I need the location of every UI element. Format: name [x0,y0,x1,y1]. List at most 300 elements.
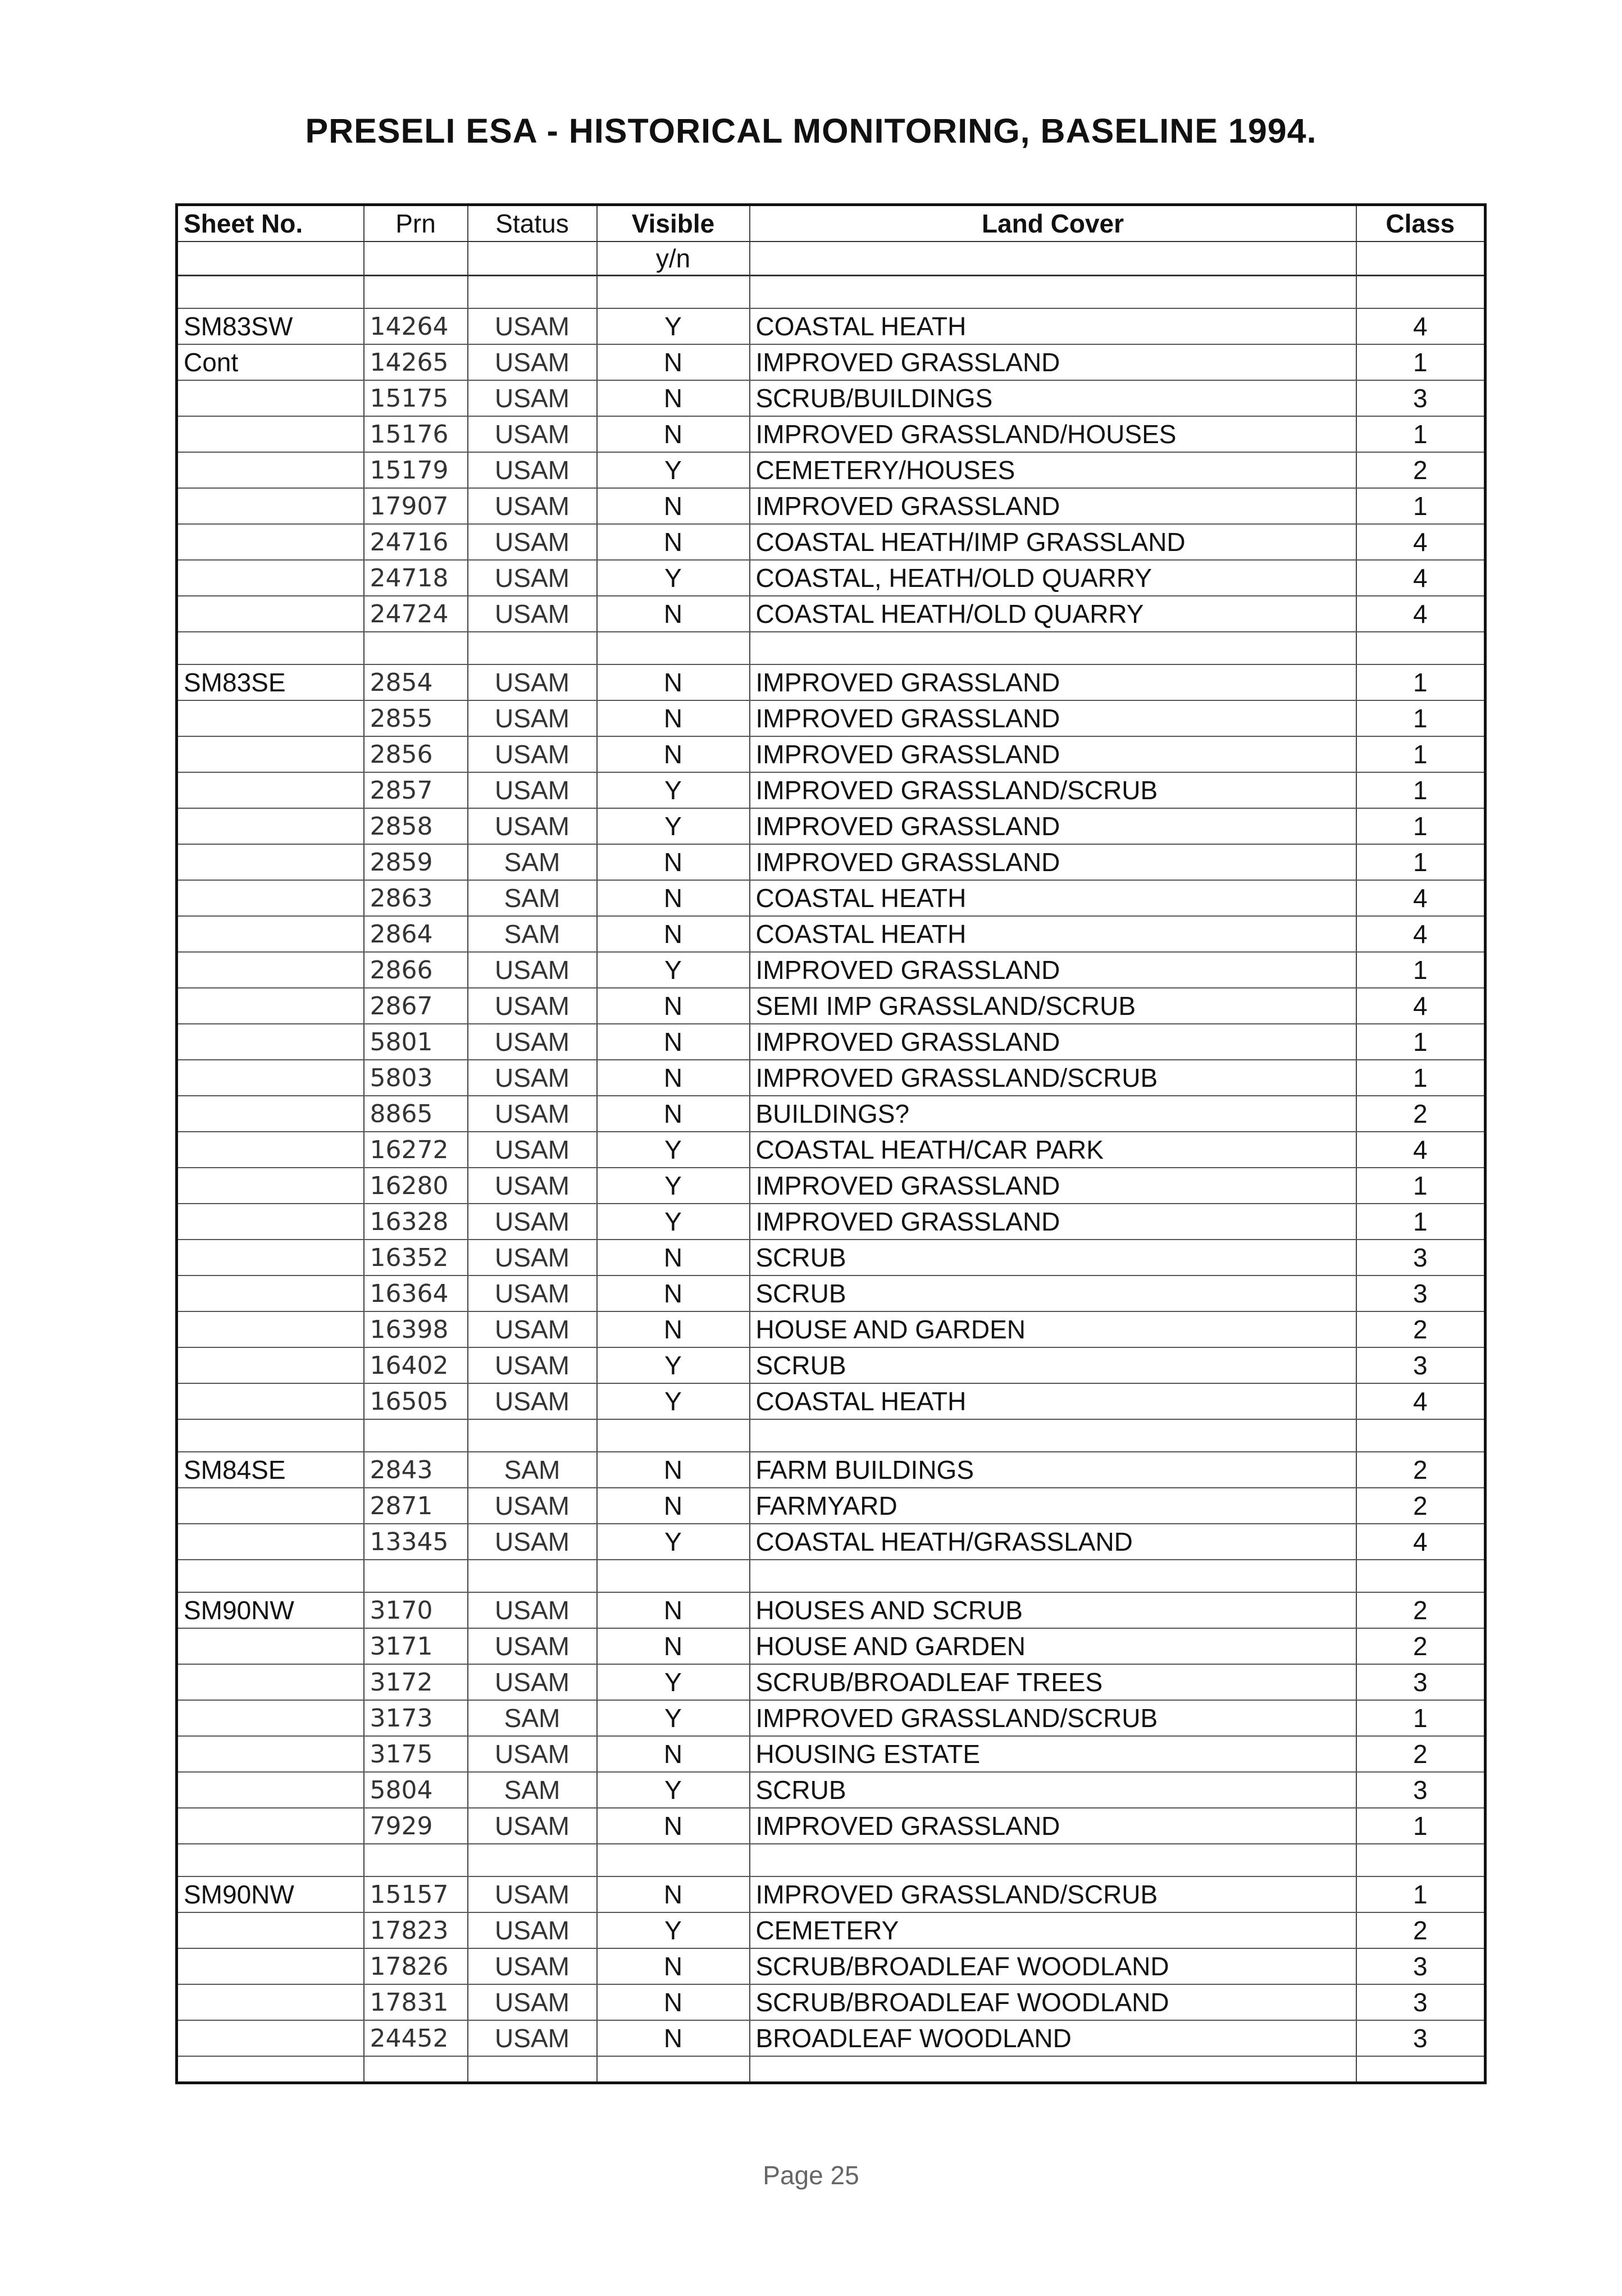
cell-prn: 13345 [364,1524,468,1560]
cell-class: 1 [1356,416,1486,452]
header-visible-sub: y/n [597,242,750,276]
monitoring-table [175,203,1487,2084]
table-row [177,1383,1486,1419]
cell-prn: 16352 [364,1240,468,1275]
cell-visible: N [597,1876,750,1912]
cell-land-cover: SCRUB [750,1347,1356,1383]
cell-class: 2 [1356,1628,1486,1664]
spacer-cell [468,2056,597,2083]
table-row [177,308,1486,344]
cell-status: USAM [468,560,597,596]
cell-class: 4 [1356,916,1486,952]
cell-land-cover: SCRUB [750,1772,1356,1808]
cell-prn: 2858 [364,808,468,844]
spacer-cell [177,1844,364,1876]
cell-status: USAM [468,1912,597,1948]
cell-prn: 2854 [364,664,468,700]
spacer-cell [1356,632,1486,664]
cell-status: SAM [468,916,597,952]
spacer-cell [364,1844,468,1876]
spacer-row [177,276,1486,309]
cell-prn: 3173 [364,1700,468,1736]
cell-prn: 5804 [364,1772,468,1808]
table-row [177,1452,1486,1488]
cell-prn: 24724 [364,596,468,632]
cell-status: USAM [468,1347,597,1383]
cell-land-cover: COASTAL HEATH [750,916,1356,952]
header-row [177,205,1486,242]
cell-sheet [177,1736,364,1772]
cell-sheet [177,1772,364,1808]
spacer-cell [364,2056,468,2083]
table-row [177,1024,1486,1060]
cell-land-cover: COASTAL HEATH/OLD QUARRY [750,596,1356,632]
cell-visible: Y [597,560,750,596]
cell-visible: Y [597,772,750,808]
cell-visible: N [597,1808,750,1844]
cell-prn: 2864 [364,916,468,952]
cell-prn: 17823 [364,1912,468,1948]
cell-prn: 24718 [364,560,468,596]
cell-sheet [177,880,364,916]
header-sheet: Sheet No. [177,205,364,242]
cell-prn: 14265 [364,344,468,380]
cell-visible: Y [597,1524,750,1560]
header-class: Class [1356,205,1486,242]
cell-visible: Y [597,1700,750,1736]
table-row [177,344,1486,380]
table-row [177,1347,1486,1383]
cell-status: USAM [468,772,597,808]
table-row [177,1275,1486,1311]
cell-status: SAM [468,1700,597,1736]
cell-status: USAM [468,1948,597,1984]
cell-visible: Y [597,452,750,488]
header-class-blank [1356,242,1486,276]
cell-visible: N [597,1096,750,1132]
cell-class: 1 [1356,1808,1486,1844]
cell-land-cover: IMPROVED GRASSLAND [750,1808,1356,1844]
cell-class: 3 [1356,1664,1486,1700]
table-row [177,736,1486,772]
cell-status: USAM [468,1984,597,2020]
cell-class: 3 [1356,380,1486,416]
cell-land-cover: IMPROVED GRASSLAND [750,488,1356,524]
cell-sheet [177,1132,364,1168]
cell-land-cover: IMPROVED GRASSLAND [750,952,1356,988]
cell-status: USAM [468,1311,597,1347]
cell-sheet [177,1912,364,1948]
cell-land-cover: SCRUB [750,1275,1356,1311]
cell-sheet: SM83SE [177,664,364,700]
header-visible: Visible [597,205,750,242]
spacer-cell [1356,1844,1486,1876]
cell-visible: N [597,1736,750,1772]
table-row [177,1132,1486,1168]
cell-land-cover: COASTAL HEATH [750,1383,1356,1419]
cell-status: USAM [468,452,597,488]
spacer-row [177,1844,1486,1876]
cell-sheet [177,1240,364,1275]
table-row [177,1700,1486,1736]
cell-sheet [177,700,364,736]
spacer-cell [750,1844,1356,1876]
cell-class: 1 [1356,844,1486,880]
spacer-row [177,632,1486,664]
table-row [177,1168,1486,1204]
cell-prn: 3175 [364,1736,468,1772]
cell-sheet [177,1275,364,1311]
cell-status: USAM [468,380,597,416]
cell-sheet [177,1664,364,1700]
cell-land-cover: IMPROVED GRASSLAND [750,664,1356,700]
header-subrow [177,242,1486,276]
cell-status: SAM [468,844,597,880]
cell-class: 3 [1356,1347,1486,1383]
table-row [177,1736,1486,1772]
table-end-row [177,2056,1486,2083]
cell-prn: 16272 [364,1132,468,1168]
cell-sheet [177,1311,364,1347]
cell-sheet [177,844,364,880]
cell-prn: 2843 [364,1452,468,1488]
cell-class: 4 [1356,560,1486,596]
cell-sheet [177,560,364,596]
cell-status: USAM [468,1488,597,1524]
header-prn-blank [364,242,468,276]
table-row [177,1524,1486,1560]
header-land-blank [750,242,1356,276]
cell-land-cover: SCRUB/BROADLEAF WOODLAND [750,1948,1356,1984]
header-sheet-blank [177,242,364,276]
cell-land-cover: IMPROVED GRASSLAND/SCRUB [750,1876,1356,1912]
spacer-cell [177,2056,364,2083]
cell-land-cover: IMPROVED GRASSLAND/SCRUB [750,1060,1356,1096]
cell-visible: N [597,880,750,916]
cell-prn: 5803 [364,1060,468,1096]
cell-land-cover: BROADLEAF WOODLAND [750,2020,1356,2056]
cell-class: 2 [1356,1488,1486,1524]
spacer-cell [597,632,750,664]
cell-status: SAM [468,880,597,916]
cell-status: USAM [468,988,597,1024]
cell-status: USAM [468,1383,597,1419]
cell-status: USAM [468,1024,597,1060]
spacer-cell [364,1560,468,1592]
page-title: PRESELI ESA - HISTORICAL MONITORING, BASELINE 1994. [305,112,1317,150]
spacer-cell [597,1844,750,1876]
header-prn: Prn [364,205,468,242]
table-row [177,1488,1486,1524]
cell-land-cover: CEMETERY [750,1912,1356,1948]
spacer-cell [468,1560,597,1592]
cell-sheet [177,1060,364,1096]
cell-land-cover: HOUSE AND GARDEN [750,1628,1356,1664]
cell-status: USAM [468,952,597,988]
cell-status: SAM [468,1452,597,1488]
cell-status: USAM [468,1876,597,1912]
cell-sheet [177,1488,364,1524]
cell-class: 1 [1356,1700,1486,1736]
cell-land-cover: COASTAL HEATH/CAR PARK [750,1132,1356,1168]
cell-status: USAM [468,488,597,524]
cell-sheet [177,1204,364,1240]
cell-sheet [177,2020,364,2056]
cell-sheet [177,808,364,844]
cell-class: 1 [1356,664,1486,700]
cell-land-cover: COASTAL HEATH/IMP GRASSLAND [750,524,1356,560]
table-row [177,560,1486,596]
header-land-cover: Land Cover [750,205,1356,242]
cell-status: USAM [468,1628,597,1664]
cell-land-cover: COASTAL HEATH [750,880,1356,916]
cell-sheet [177,988,364,1024]
spacer-cell [750,632,1356,664]
table-row [177,664,1486,700]
table-row [177,1984,1486,2020]
cell-prn: 3171 [364,1628,468,1664]
table-row [177,596,1486,632]
cell-visible: N [597,916,750,952]
header-status: Status [468,205,597,242]
cell-sheet [177,524,364,560]
cell-sheet [177,416,364,452]
cell-class: 3 [1356,2020,1486,2056]
cell-prn: 16505 [364,1383,468,1419]
table-row [177,452,1486,488]
cell-land-cover: BUILDINGS? [750,1096,1356,1132]
cell-status: USAM [468,1240,597,1275]
cell-status: USAM [468,1132,597,1168]
cell-sheet [177,1808,364,1844]
cell-land-cover: COASTAL, HEATH/OLD QUARRY [750,560,1356,596]
cell-status: USAM [468,700,597,736]
cell-status: USAM [468,1096,597,1132]
cell-land-cover: IMPROVED GRASSLAND [750,736,1356,772]
cell-class: 4 [1356,596,1486,632]
cell-prn: 24452 [364,2020,468,2056]
table-row [177,916,1486,952]
cell-land-cover: IMPROVED GRASSLAND/HOUSES [750,416,1356,452]
cell-class: 1 [1356,1060,1486,1096]
table-row [177,808,1486,844]
cell-prn: 5801 [364,1024,468,1060]
spacer-cell [1356,276,1486,309]
cell-status: USAM [468,1808,597,1844]
spacer-cell [597,2056,750,2083]
cell-visible: N [597,844,750,880]
cell-prn: 24716 [364,524,468,560]
cell-visible: N [597,1452,750,1488]
cell-sheet [177,952,364,988]
cell-prn: 15175 [364,380,468,416]
cell-status: USAM [468,596,597,632]
spacer-cell [468,1419,597,1452]
header-status-blank [468,242,597,276]
cell-sheet [177,1024,364,1060]
table-row [177,880,1486,916]
spacer-cell [364,632,468,664]
cell-visible: N [597,1948,750,1984]
table-row [177,488,1486,524]
cell-land-cover: COASTAL HEATH/GRASSLAND [750,1524,1356,1560]
cell-class: 4 [1356,308,1486,344]
cell-sheet [177,596,364,632]
cell-visible: N [597,1628,750,1664]
cell-visible: N [597,664,750,700]
table-row [177,1204,1486,1240]
table-row [177,1772,1486,1808]
spacer-cell [177,1419,364,1452]
cell-sheet: SM83SW [177,308,364,344]
cell-visible: Y [597,1664,750,1700]
cell-class: 1 [1356,1168,1486,1204]
cell-land-cover: SCRUB/BROADLEAF TREES [750,1664,1356,1700]
cell-sheet [177,380,364,416]
cell-class: 4 [1356,880,1486,916]
cell-land-cover: IMPROVED GRASSLAND [750,1168,1356,1204]
cell-visible: N [597,1024,750,1060]
cell-visible: Y [597,1347,750,1383]
cell-class: 4 [1356,1132,1486,1168]
table-row [177,772,1486,808]
spacer-cell [750,276,1356,309]
cell-class: 1 [1356,808,1486,844]
spacer-cell [177,276,364,309]
cell-land-cover: IMPROVED GRASSLAND [750,844,1356,880]
cell-visible: N [597,344,750,380]
cell-status: USAM [468,1736,597,1772]
cell-status: USAM [468,1204,597,1240]
cell-class: 1 [1356,772,1486,808]
spacer-cell [468,1844,597,1876]
cell-land-cover: FARMYARD [750,1488,1356,1524]
spacer-row [177,1419,1486,1452]
cell-sheet [177,1168,364,1204]
cell-visible: Y [597,1383,750,1419]
cell-visible: N [597,1311,750,1347]
cell-class: 1 [1356,736,1486,772]
cell-visible: N [597,1488,750,1524]
spacer-cell [597,1560,750,1592]
cell-visible: N [597,988,750,1024]
cell-prn: 2871 [364,1488,468,1524]
cell-land-cover: IMPROVED GRASSLAND/SCRUB [750,772,1356,808]
table-row [177,1628,1486,1664]
cell-land-cover: CEMETERY/HOUSES [750,452,1356,488]
cell-class: 2 [1356,1592,1486,1628]
table-row [177,700,1486,736]
spacer-cell [468,276,597,309]
cell-sheet [177,1096,364,1132]
cell-class: 3 [1356,1984,1486,2020]
spacer-cell [1356,1419,1486,1452]
cell-class: 2 [1356,1311,1486,1347]
spacer-cell [364,1419,468,1452]
cell-sheet: SM90NW [177,1876,364,1912]
cell-visible: Y [597,952,750,988]
cell-status: USAM [468,1060,597,1096]
table-row [177,416,1486,452]
cell-visible: N [597,1275,750,1311]
spacer-cell [597,1419,750,1452]
spacer-cell [750,1419,1356,1452]
cell-prn: 16328 [364,1204,468,1240]
cell-visible: Y [597,1772,750,1808]
table-row [177,1311,1486,1347]
cell-land-cover: IMPROVED GRASSLAND/SCRUB [750,1700,1356,1736]
cell-sheet [177,488,364,524]
table-row [177,988,1486,1024]
cell-prn: 3172 [364,1664,468,1700]
spacer-cell [750,1560,1356,1592]
table-row [177,1096,1486,1132]
cell-visible: Y [597,1912,750,1948]
cell-status: USAM [468,664,597,700]
cell-class: 3 [1356,1948,1486,1984]
cell-class: 2 [1356,1736,1486,1772]
cell-visible: Y [597,1132,750,1168]
cell-class: 3 [1356,1275,1486,1311]
cell-class: 3 [1356,1240,1486,1275]
cell-prn: 2866 [364,952,468,988]
cell-sheet: SM84SE [177,1452,364,1488]
cell-visible: Y [597,808,750,844]
cell-sheet [177,1347,364,1383]
cell-class: 2 [1356,452,1486,488]
cell-status: USAM [468,1592,597,1628]
cell-prn: 2867 [364,988,468,1024]
cell-visible: N [597,488,750,524]
cell-class: 2 [1356,1452,1486,1488]
cell-status: USAM [468,344,597,380]
cell-status: USAM [468,416,597,452]
cell-land-cover: SCRUB/BROADLEAF WOODLAND [750,1984,1356,2020]
table-row [177,1592,1486,1628]
cell-land-cover: HOUSES AND SCRUB [750,1592,1356,1628]
spacer-cell [177,1560,364,1592]
table-row [177,1876,1486,1912]
table-row [177,1948,1486,1984]
cell-class: 4 [1356,1524,1486,1560]
cell-class: 1 [1356,488,1486,524]
cell-sheet [177,916,364,952]
cell-sheet [177,1948,364,1984]
cell-prn: 2855 [364,700,468,736]
cell-sheet [177,772,364,808]
cell-class: 1 [1356,952,1486,988]
cell-visible: N [597,1240,750,1275]
cell-land-cover: IMPROVED GRASSLAND [750,808,1356,844]
cell-prn: 16402 [364,1347,468,1383]
cell-prn: 16280 [364,1168,468,1204]
cell-prn: 2859 [364,844,468,880]
cell-visible: N [597,2020,750,2056]
cell-prn: 17826 [364,1948,468,1984]
cell-visible: N [597,736,750,772]
cell-prn: 17907 [364,488,468,524]
cell-sheet: SM90NW [177,1592,364,1628]
cell-status: USAM [468,1168,597,1204]
table-row [177,2020,1486,2056]
cell-land-cover: FARM BUILDINGS [750,1452,1356,1488]
spacer-cell [1356,2056,1486,2083]
table-row [177,1060,1486,1096]
cell-status: USAM [468,308,597,344]
cell-class: 1 [1356,700,1486,736]
cell-class: 2 [1356,1912,1486,1948]
cell-prn: 7929 [364,1808,468,1844]
